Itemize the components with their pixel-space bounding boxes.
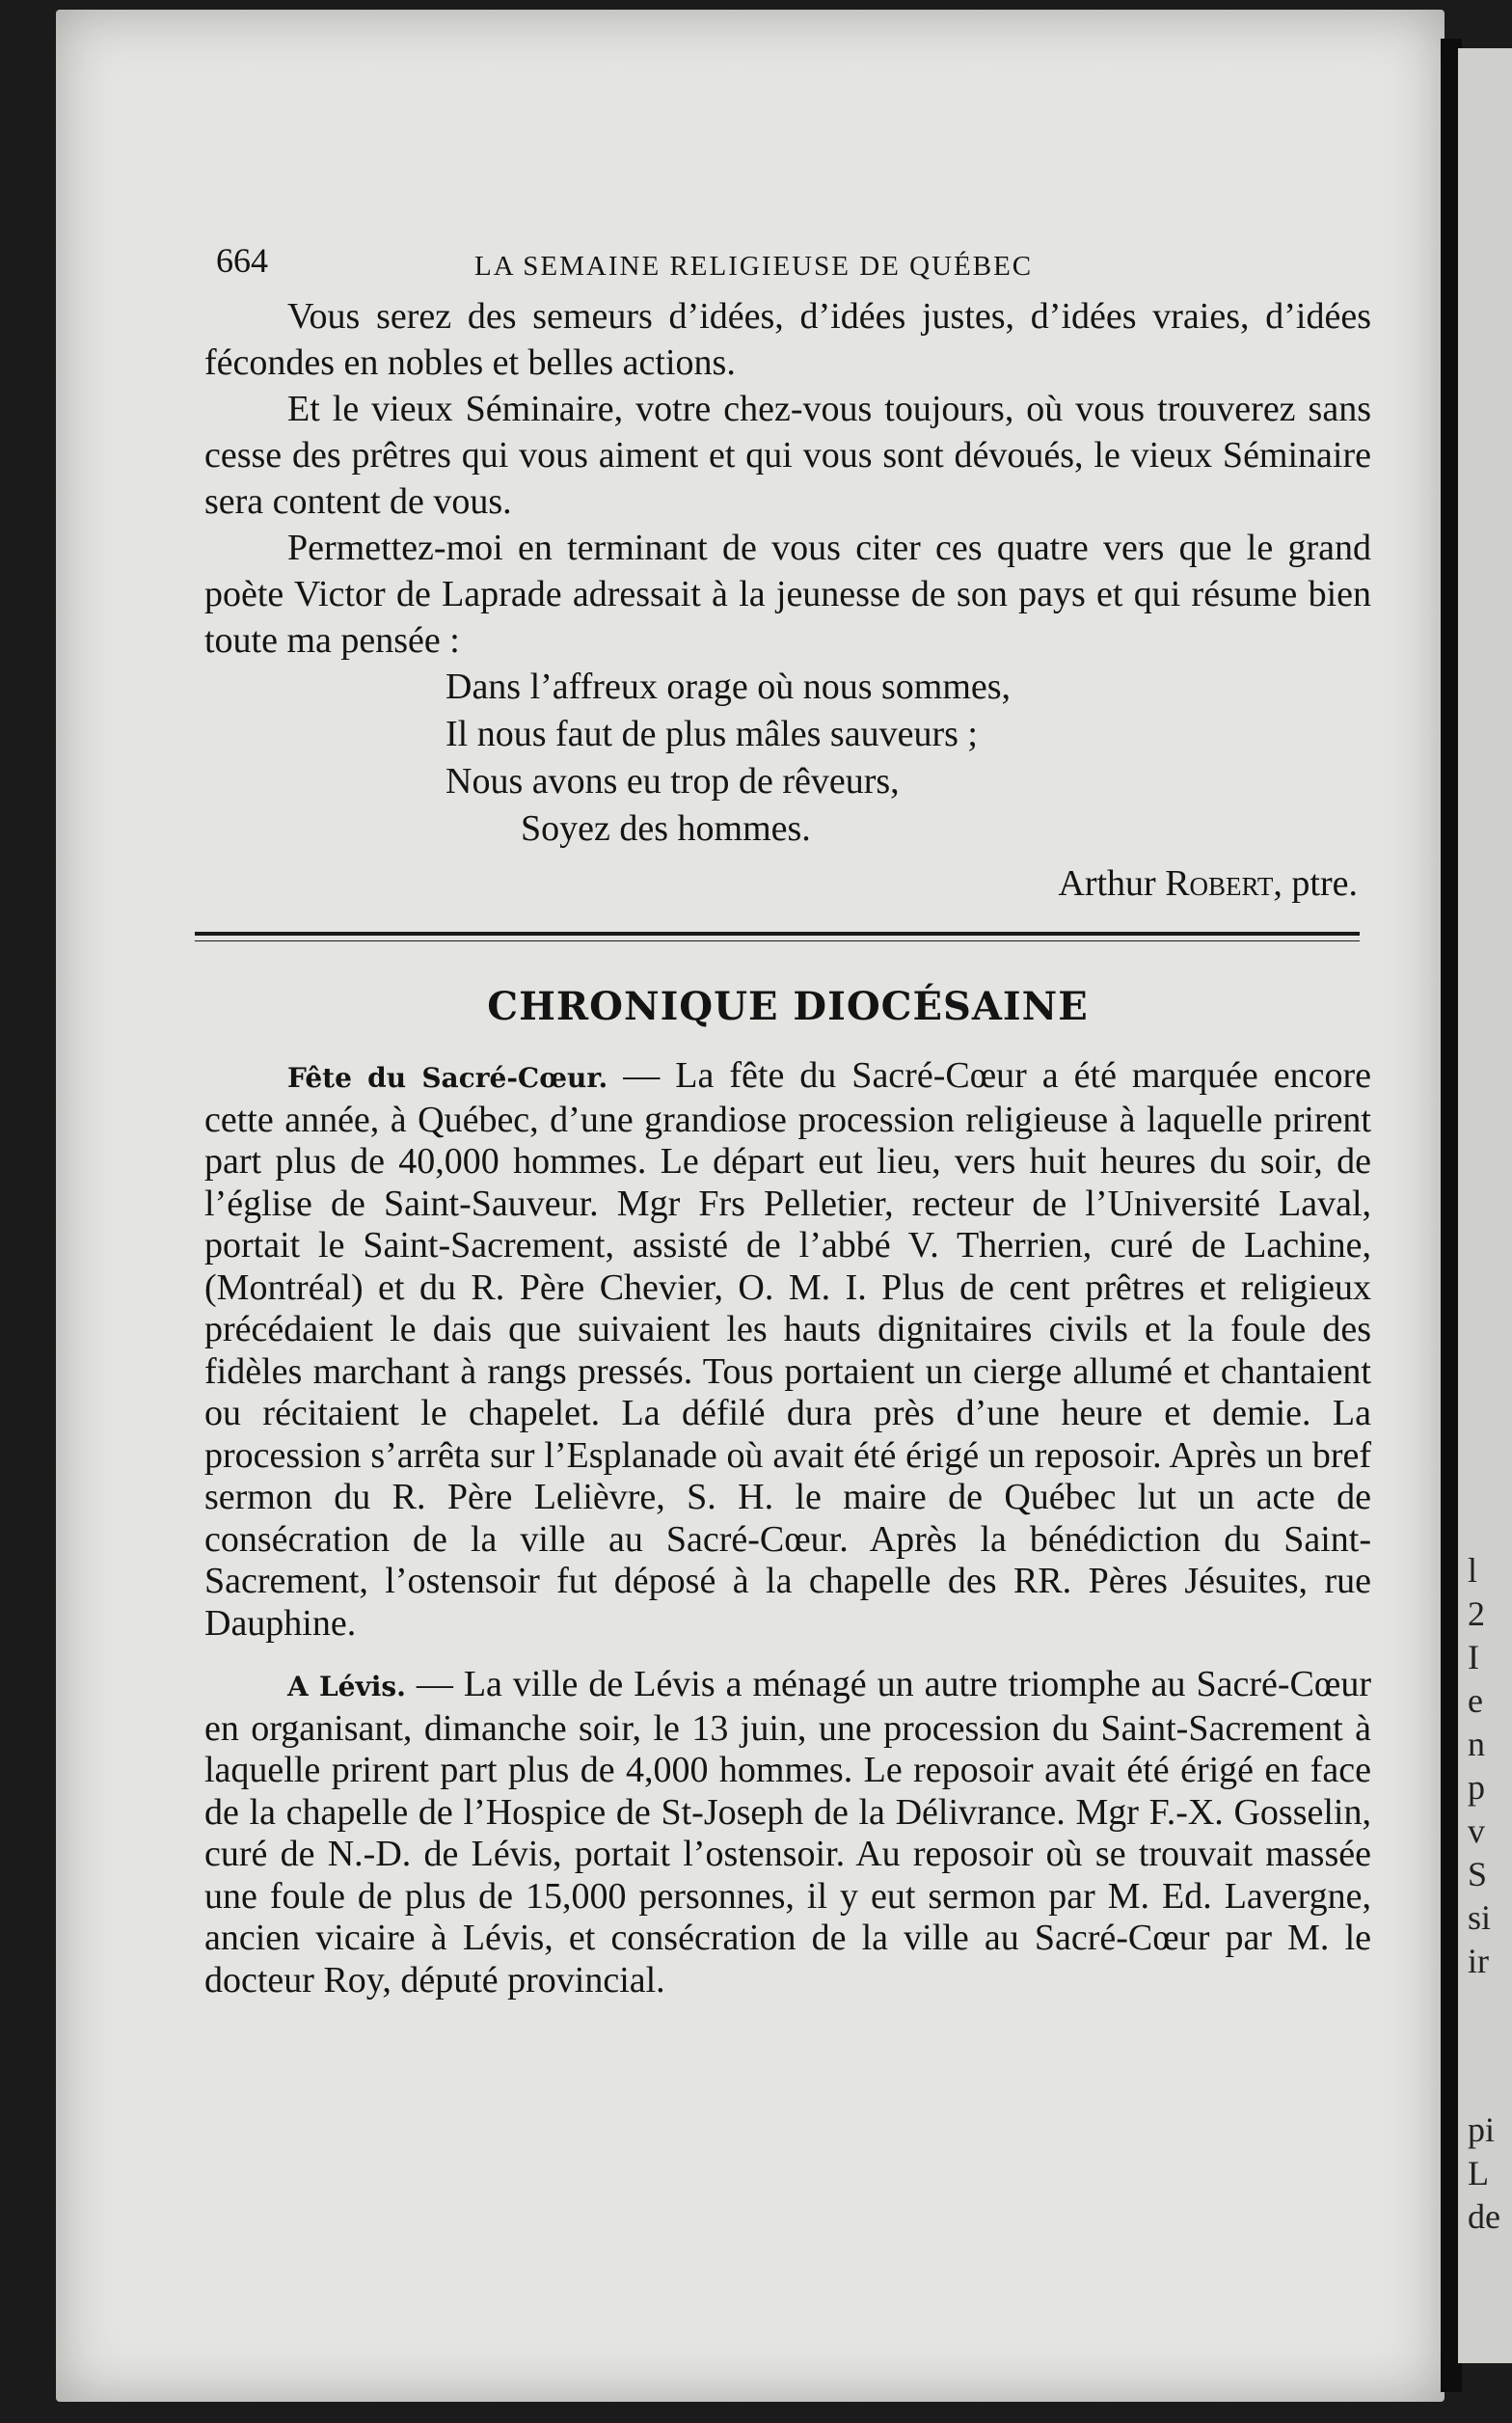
facing-page-fragment: v bbox=[1468, 1811, 1485, 1850]
paragraph: Et le vieux Séminaire, votre chez-vous toujours, où vous trouverez sans cesse des prêtres qui vous aiment et qui vous sont dévoués, le vieux Séminaire sera content de vous. bbox=[204, 389, 1371, 522]
facing-page-fragment: S bbox=[1468, 1855, 1488, 1893]
paragraph: Permettez-moi en terminant de vous citer ces quatre vers que le grand poète Victor de Laprade adressait à la jeunesse de son pays et qui résume bien toute ma pensée : bbox=[204, 528, 1371, 661]
chronicle-entry bbox=[204, 1664, 1371, 2001]
entry-text: — La ville de Lévis a ménagé un autre triomphe au Sacré-Cœur en organisant, dimanche soir, le 13 juin, une procession du Saint-Sacrement à laquelle prirent part plus de 4,000 hommes. Le reposoir avait été érigé en face de la chapelle de l’Hospice de St-Joseph de la Délivrance. Mgr F.-X. Gosselin, curé de N.-D. de Lévis, portait l’ostensoir. Au reposoir où se trouvait massée une foule de plus de 15,000 personnes, il y eut sermon par M. Ed. Lavergne, ancien vicaire à Lévis, et consécration de la ville au Sacré-Cœur par M. le docteur Roy, député provincial. bbox=[204, 1664, 1371, 2001]
facing-page-fragment: e bbox=[1468, 1681, 1483, 1720]
signature-last-name: Robert bbox=[1165, 863, 1274, 904]
verse-line: Nous avons eu trop de rêveurs, bbox=[446, 761, 900, 802]
poem-quote bbox=[446, 664, 1371, 853]
entry-heading: A Lévis. bbox=[287, 1671, 406, 1702]
section-divider bbox=[195, 932, 1360, 941]
chronicle-entry bbox=[204, 1055, 1371, 1645]
verse-line: Il nous faut de plus mâles sauveurs ; bbox=[446, 714, 978, 754]
running-title: LA SEMAINE RELIGIEUSE DE QUÉBEC bbox=[474, 251, 1034, 282]
signature-first-name: Arthur bbox=[1058, 863, 1156, 904]
verse-line: Dans l’affreux orage où nous sommes, bbox=[446, 667, 1012, 707]
facing-page-fragment: n bbox=[1468, 1725, 1485, 1763]
entry-heading: Fête du Sacré-Cœur. bbox=[287, 1062, 608, 1094]
facing-page-fragment: L bbox=[1468, 2154, 1489, 2192]
author-signature bbox=[204, 860, 1358, 907]
chronicle-section bbox=[204, 1055, 1371, 2001]
facing-page-fragment: l bbox=[1468, 1551, 1478, 1590]
facing-page-fragment: p bbox=[1468, 1768, 1485, 1807]
signature-suffix: , ptre. bbox=[1273, 863, 1358, 904]
page-number: 664 bbox=[216, 241, 268, 280]
facing-page-edge bbox=[1458, 48, 1512, 2363]
verse-line: Soyez des hommes. bbox=[521, 808, 811, 849]
facing-page-fragment: ir bbox=[1468, 1942, 1489, 1980]
facing-page-fragment: I bbox=[1468, 1638, 1479, 1676]
facing-page-fragment: si bbox=[1468, 1898, 1492, 1937]
page-header bbox=[204, 230, 1371, 293]
facing-page-fragment: pi bbox=[1468, 2110, 1496, 2149]
paragraph: Vous serez des semeurs d’idées, d’idées justes, d’idées vraies, d’idées fécondes en nobles et belles actions. bbox=[204, 296, 1371, 383]
entry-text: — La fête du Sacré-Cœur a été marquée encore cette année, à Québec, d’une grandiose procession religieuse à laquelle prirent part plus de 40,000 hommes. Le départ eut lieu, vers huit heures du soir, de l’église de Saint-Sauveur. Mgr Frs Pelletier, recteur de l’Université Laval, portait le Saint-Sacrement, assisté de l’abbé V. Therrien, curé de Lachine, (Montréal) et du R. Père Chevier, O. M. I. Plus de cent prêtres et religieux précédaient le dais que suivaient les hauts dignitaires civils et la foule des fidèles marchant à rangs pressés. Tous portaient un cierge allumé et chantaient ou récitaient le chapelet. La défilé dura près d’une heure et demie. La procession s’arrêta sur l’Esplanade où avait été érigé un reposoir. Après un bref sermon du R. Père Lelièvre, S. H. le maire de Québec lut un acte de consécration de la ville au Sacré-Cœur. Après la bénédiction du Saint-Sacrement, l’ostensoir fut déposé à la chapelle des RR. Pères Jésuites, rue Dauphine. bbox=[204, 1055, 1371, 1644]
facing-page-fragment: 2 bbox=[1468, 1594, 1485, 1633]
section-title: CHRONIQUE DIOCÉSAINE bbox=[487, 984, 1089, 1029]
page-content bbox=[204, 230, 1371, 2001]
facing-page-fragment: de bbox=[1468, 2197, 1500, 2236]
